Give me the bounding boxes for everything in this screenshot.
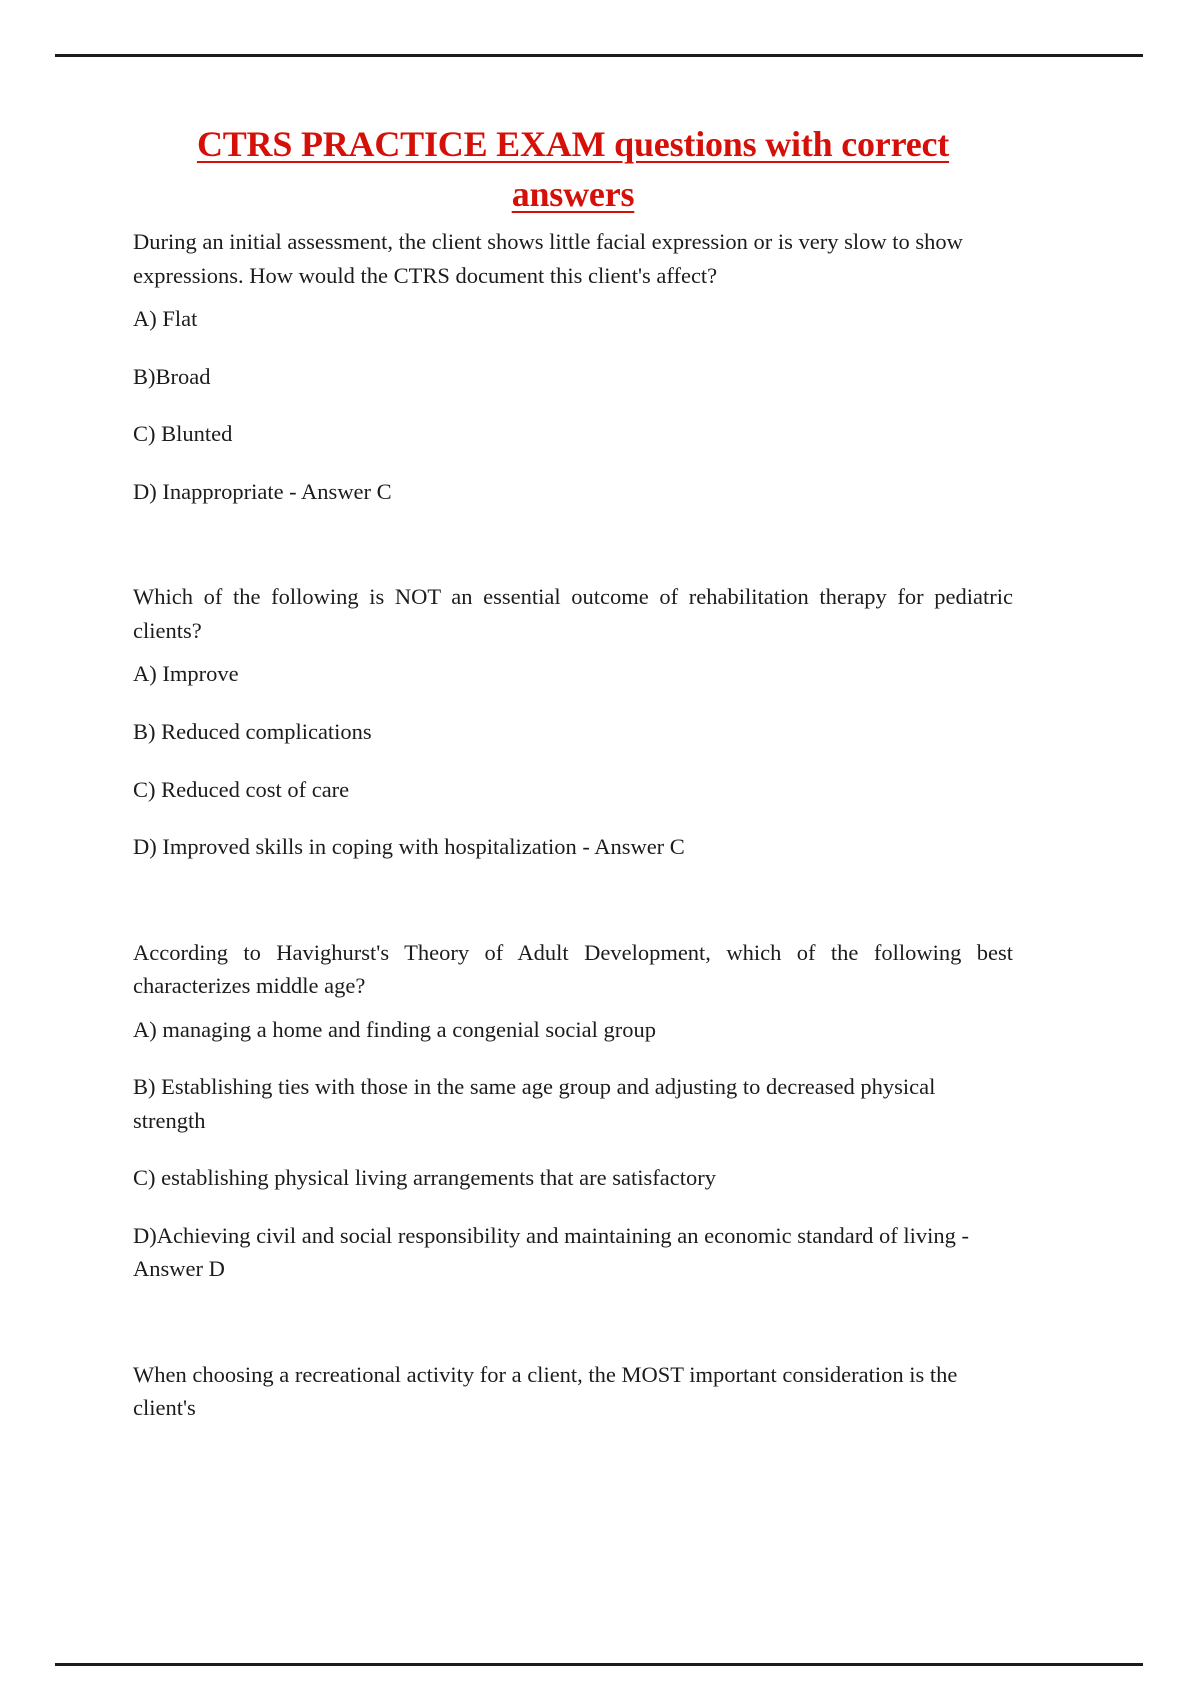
question-stem: According to Havighurst's Theory of Adult Development, which of the following best characterizes middle age? (133, 939, 1013, 999)
option-d-with-answer[interactable]: D)Achieving civil and social responsibility and maintaining an economic standard of living - Answer D (133, 1222, 970, 1282)
question-block-1 (133, 225, 1013, 508)
option-d-with-answer[interactable]: D) Improved skills in coping with hospitalization - Answer C (133, 834, 685, 860)
page-footer-rule (55, 1663, 1143, 1666)
option-a[interactable]: A) Flat (133, 306, 198, 332)
question-block-2 (133, 580, 1013, 863)
question-block-4 (133, 1358, 1013, 1425)
page-header-rule (55, 54, 1143, 57)
option-c[interactable]: C) establishing physical living arrangements that are satisfactory (133, 1165, 716, 1191)
question-stem: Which of the following is NOT an essential outcome of rehabilitation therapy for pediatric clients? (133, 584, 1013, 643)
question-separator (133, 888, 1013, 936)
document-content (133, 120, 1013, 1435)
question-block-3 (133, 936, 1013, 1286)
option-b[interactable]: B)Broad (133, 363, 211, 389)
option-c[interactable]: C) Blunted (133, 421, 233, 447)
option-b[interactable]: B) Reduced complications (133, 718, 372, 744)
option-b[interactable]: B) Establishing ties with those in the same age group and adjusting to decreased physical strength (133, 1074, 936, 1133)
question-separator (133, 1310, 1013, 1358)
option-c[interactable]: C) Reduced cost of care (133, 776, 350, 802)
page-title: CTRS PRACTICE EXAM questions with correct answers (196, 124, 950, 214)
question-stem: When choosing a recreational activity for a client, the MOST important consideration is the client's (133, 1361, 958, 1421)
question-separator (133, 532, 1013, 580)
option-a[interactable]: A) Improve (133, 661, 239, 687)
option-d-with-answer[interactable]: D) Inappropriate - Answer C (133, 478, 392, 504)
question-stem: During an initial assessment, the client shows little facial expression or is very slow to show expressions. How would the CTRS document this client's affect? (133, 229, 963, 288)
option-a[interactable]: A) managing a home and finding a congenial social group (133, 1016, 656, 1042)
